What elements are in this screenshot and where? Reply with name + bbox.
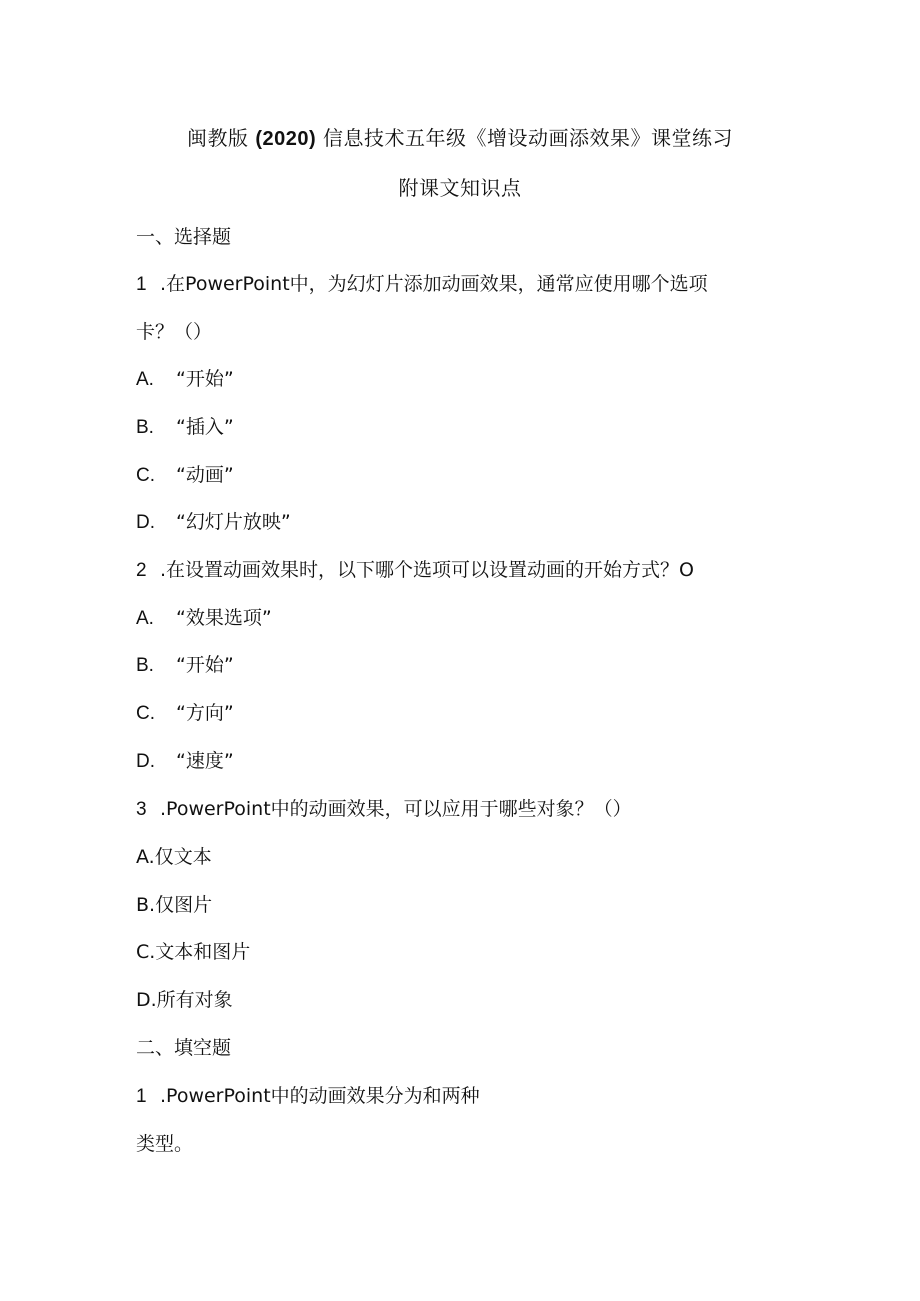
- question-1-continued: 卡？（）: [136, 321, 213, 343]
- option-text: “效果选项”: [176, 607, 272, 629]
- section-heading-fill: 二、填空题: [136, 1037, 232, 1059]
- question-number: 3: [136, 799, 147, 820]
- question-text: .在设置动画效果时，以下哪个选项可以设置动画的开始方式？O: [160, 559, 694, 581]
- question-number: 1: [136, 274, 147, 295]
- question-text: .PowerPoint中的动画效果分为和两种: [160, 1085, 480, 1107]
- option-text: “插入”: [176, 416, 234, 438]
- question-1-option-c: [136, 463, 234, 488]
- question-3-option-a: A.仅文本: [136, 846, 212, 868]
- question-number: 2: [136, 560, 147, 581]
- option-letter: B.: [136, 417, 154, 438]
- question-1-option-b: [136, 415, 234, 440]
- option-text: “动画”: [176, 464, 234, 486]
- option-letter: D.: [136, 751, 155, 772]
- question-2-option-b: [136, 653, 234, 678]
- title-prefix: 闽教版: [186, 126, 249, 150]
- title-year: (2020): [255, 128, 317, 150]
- document-subtitle: 附课文知识点: [398, 176, 522, 200]
- question-2-option-c: [136, 701, 234, 726]
- question-2: [136, 558, 694, 583]
- option-letter: A.: [136, 608, 154, 629]
- option-letter: B.: [136, 655, 154, 676]
- option-text: “方向”: [176, 702, 234, 724]
- question-1: [136, 272, 708, 297]
- option-text: “开始”: [176, 654, 234, 676]
- question-2-option-a: [136, 606, 272, 631]
- section-heading-choice: 一、选择题: [136, 226, 232, 248]
- title-suffix: 信息技术五年级《增设动画添效果》课堂练习: [323, 126, 734, 150]
- option-text: “速度”: [176, 750, 234, 772]
- fill-question-1-continued: 类型。: [136, 1133, 194, 1155]
- question-2-option-d: [136, 749, 234, 774]
- question-3-option-c: C.文本和图片: [136, 941, 251, 963]
- document-title: [0, 126, 920, 151]
- question-1-option-d: [136, 510, 291, 535]
- question-3: [136, 797, 632, 822]
- question-3-option-d: D.所有对象: [136, 989, 233, 1011]
- option-letter: D.: [136, 512, 155, 533]
- question-1-option-a: [136, 367, 234, 392]
- question-number: 1: [136, 1086, 147, 1107]
- option-letter: A.: [136, 369, 154, 390]
- option-letter: C.: [136, 703, 155, 724]
- option-text: “幻灯片放映”: [176, 511, 291, 533]
- question-text: .在PowerPoint中，为幻灯片添加动画效果，通常应使用哪个选项: [160, 273, 708, 295]
- question-3-option-b: B.仅图片: [136, 894, 213, 916]
- question-text: .PowerPoint中的动画效果，可以应用于哪些对象？（）: [160, 798, 632, 820]
- option-letter: C.: [136, 465, 155, 486]
- fill-question-1: [136, 1084, 480, 1109]
- option-text: “开始”: [176, 368, 234, 390]
